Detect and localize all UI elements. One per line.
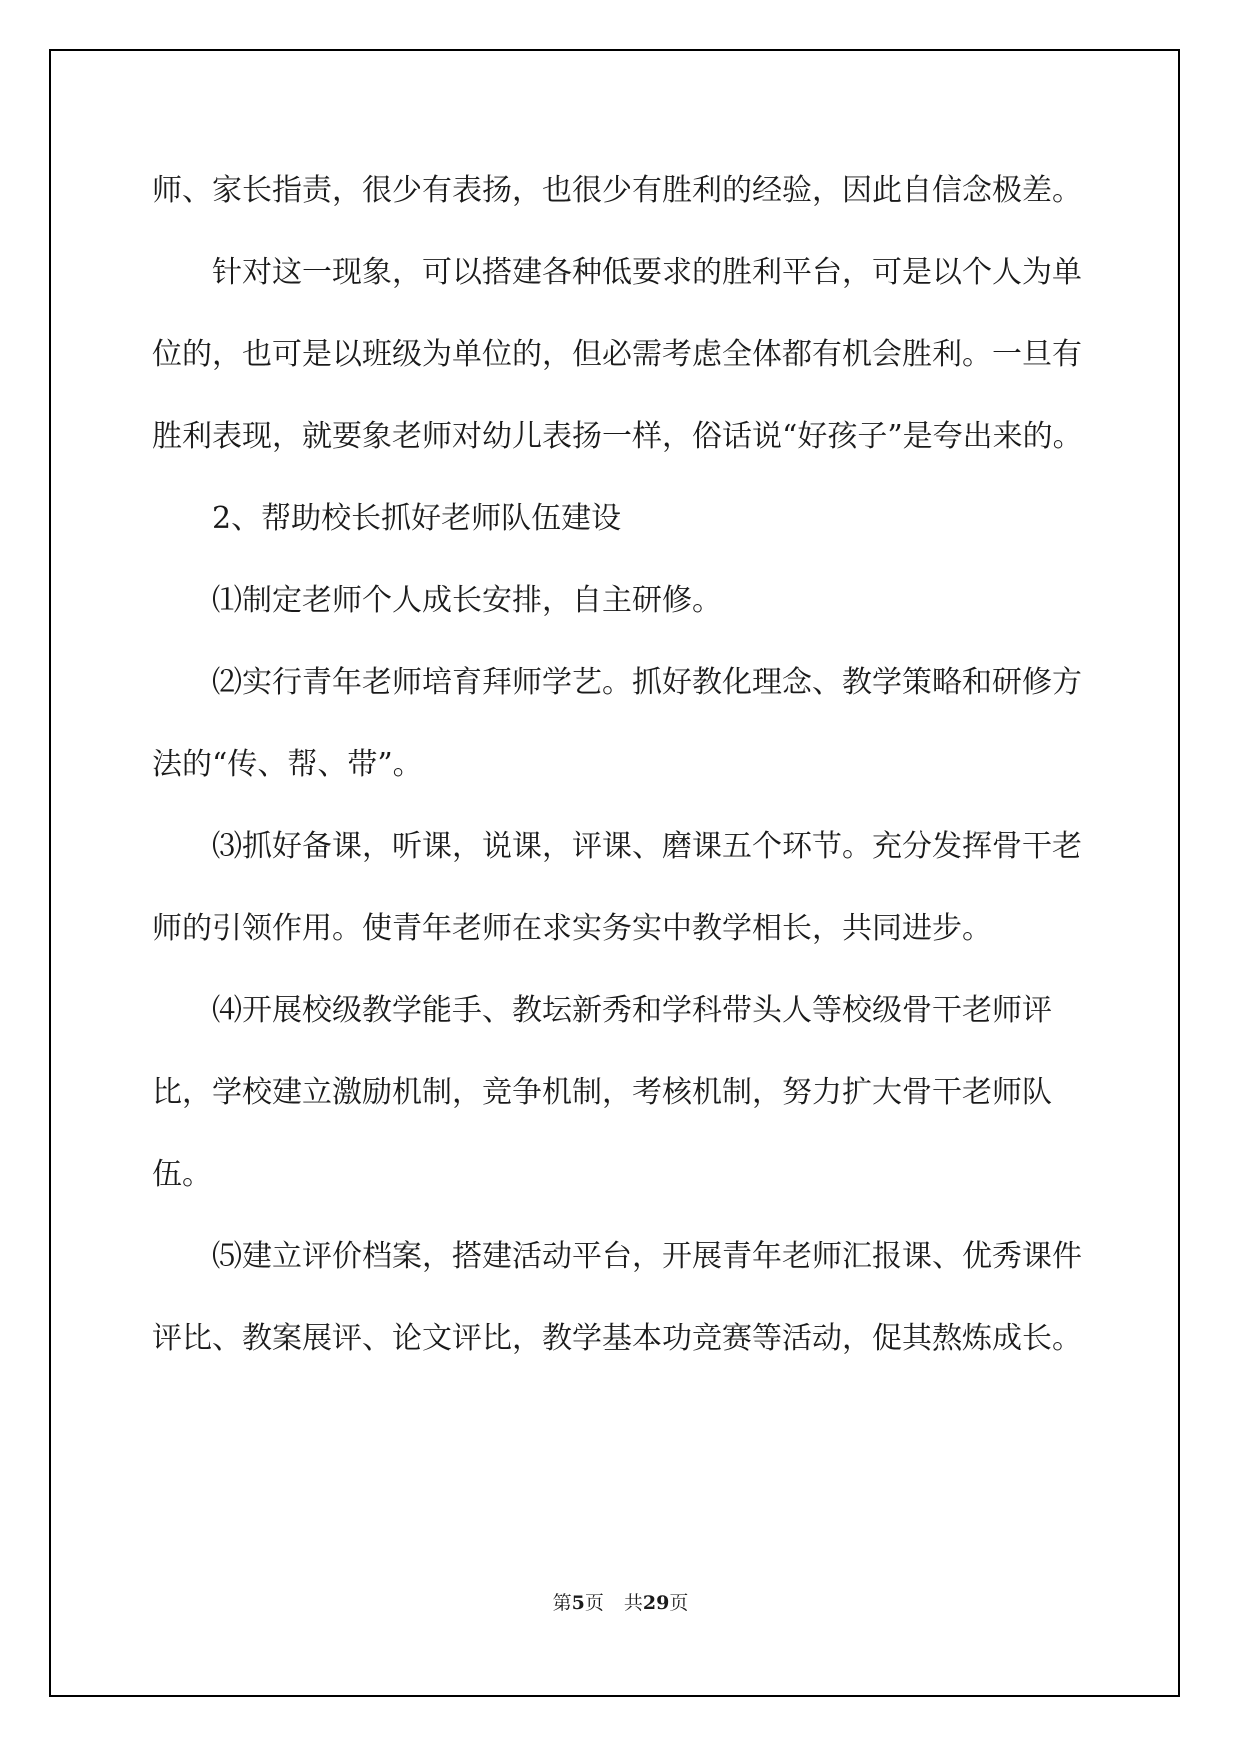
page-footer: [0, 1588, 1241, 1615]
footer-prefix: 第: [552, 1592, 572, 1614]
list-item: ⑷开展校级教学能手、教坛新秀和学科带头人等校级骨干老师评比，学校建立激励机制，竞争机制，考核机制，努力扩大骨干老师队伍。: [152, 993, 1052, 1192]
section-heading: 2、帮助校长抓好老师队伍建设: [212, 501, 622, 536]
list-item: ⑴制定老师个人成长安排，自主研修。: [212, 583, 722, 618]
footer-total-prefix: 共: [623, 1592, 643, 1614]
footer-page-unit: 页: [584, 1592, 604, 1614]
page-number: 5: [571, 1592, 585, 1614]
list-item: ⑸建立评价档案，搭建活动平台，开展青年老师汇报课、优秀课件评比、教案展评、论文评比，教学基本功竞赛等活动，促其熬炼成长。: [152, 1239, 1082, 1356]
list-item: ⑶抓好备课，听课，说课，评课、磨课五个环节。充分发挥骨干老师的引领作用。使青年老师在求实务实中教学相长，共同进步。: [152, 829, 1082, 946]
paragraph: 针对这一现象，可以搭建各种低要求的胜利平台，可是以个人为单位的，也可是以班级为单位的，但必需考虑全体都有机会胜利。一旦有胜利表现，就要象老师对幼儿表扬一样，俗话说“好孩子”是夸出来的。: [152, 255, 1083, 454]
document-body: [152, 150, 1097, 1380]
total-pages: 29: [642, 1592, 670, 1614]
footer-total-unit: 页: [669, 1592, 689, 1614]
list-item: ⑵实行青年老师培育拜师学艺。抓好教化理念、教学策略和研修方法的“传、帮、带”。: [152, 665, 1082, 782]
paragraph: 师、家长指责，很少有表扬，也很少有胜利的经验，因此自信念极差。: [152, 173, 1082, 208]
